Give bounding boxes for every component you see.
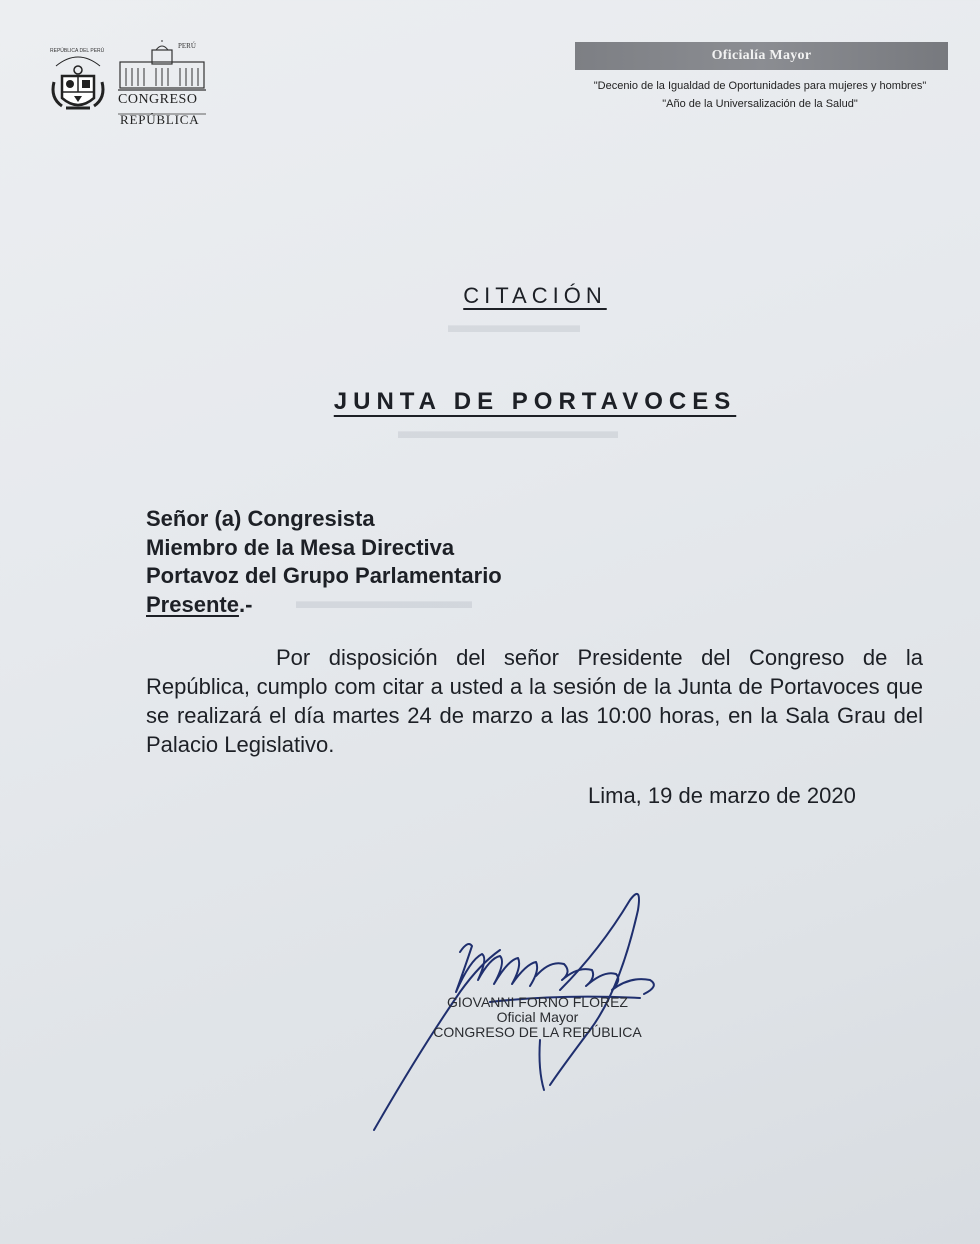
presente-word: Presente <box>146 591 239 617</box>
presente-line <box>146 591 502 620</box>
year-motto: "Año de la Universalización de la Salud" <box>662 98 858 110</box>
bleed-through: ▬▬▬▬▬▬ <box>448 312 580 337</box>
addressee-block <box>146 505 502 619</box>
office-banner-label: Oficialía Mayor <box>711 48 812 63</box>
office-banner <box>575 42 948 70</box>
presente-suffix: .- <box>238 591 253 617</box>
addressee-line: Señor (a) Congresista <box>146 506 375 531</box>
congress-logo-republica: REPÚBLICA <box>120 112 200 127</box>
bleed-through: ▬▬▬▬▬▬▬▬ <box>296 588 472 613</box>
addressee-line: Miembro de la Mesa Directiva <box>146 534 455 560</box>
signatory-institution: CONGRESO DE LA REPÚBLICA <box>433 1024 642 1040</box>
congress-logo-name: CONGRESO <box>118 92 198 107</box>
document-title: CITACIÓN <box>463 283 607 308</box>
congress-logo-country: PERÚ <box>178 42 196 50</box>
body-paragraph: Por disposición del señor Presidente del Congreso de la República, cumplo com citar a usted a la sesión de la Junta de Portavoces que se realizará el día martes 24 de marzo a las 10:00 horas, en la Sala Grau del Palacio Legislativo. <box>146 645 923 757</box>
document-date: Lima, 19 de marzo de 2020 <box>588 783 856 808</box>
addressee-line: Portavoz del Grupo Parlamentario <box>146 563 502 588</box>
decenio-motto: "Decenio de la Igualdad de Oportunidades para mujeres y hombres" <box>593 80 927 92</box>
signature-block <box>430 995 645 1040</box>
escudo-caption: REPÚBLICA DEL PERÚ <box>50 48 105 54</box>
signatory-name: GIOVANNI FORNO FLOREZ <box>447 994 628 1010</box>
peru-coat-of-arms-logo <box>48 46 108 122</box>
bleed-through: ▬▬▬▬▬▬▬▬▬▬ <box>398 418 618 443</box>
document-subtitle: JUNTA DE PORTAVOCES <box>333 388 737 415</box>
signatory-role: Oficial Mayor <box>496 1009 579 1025</box>
